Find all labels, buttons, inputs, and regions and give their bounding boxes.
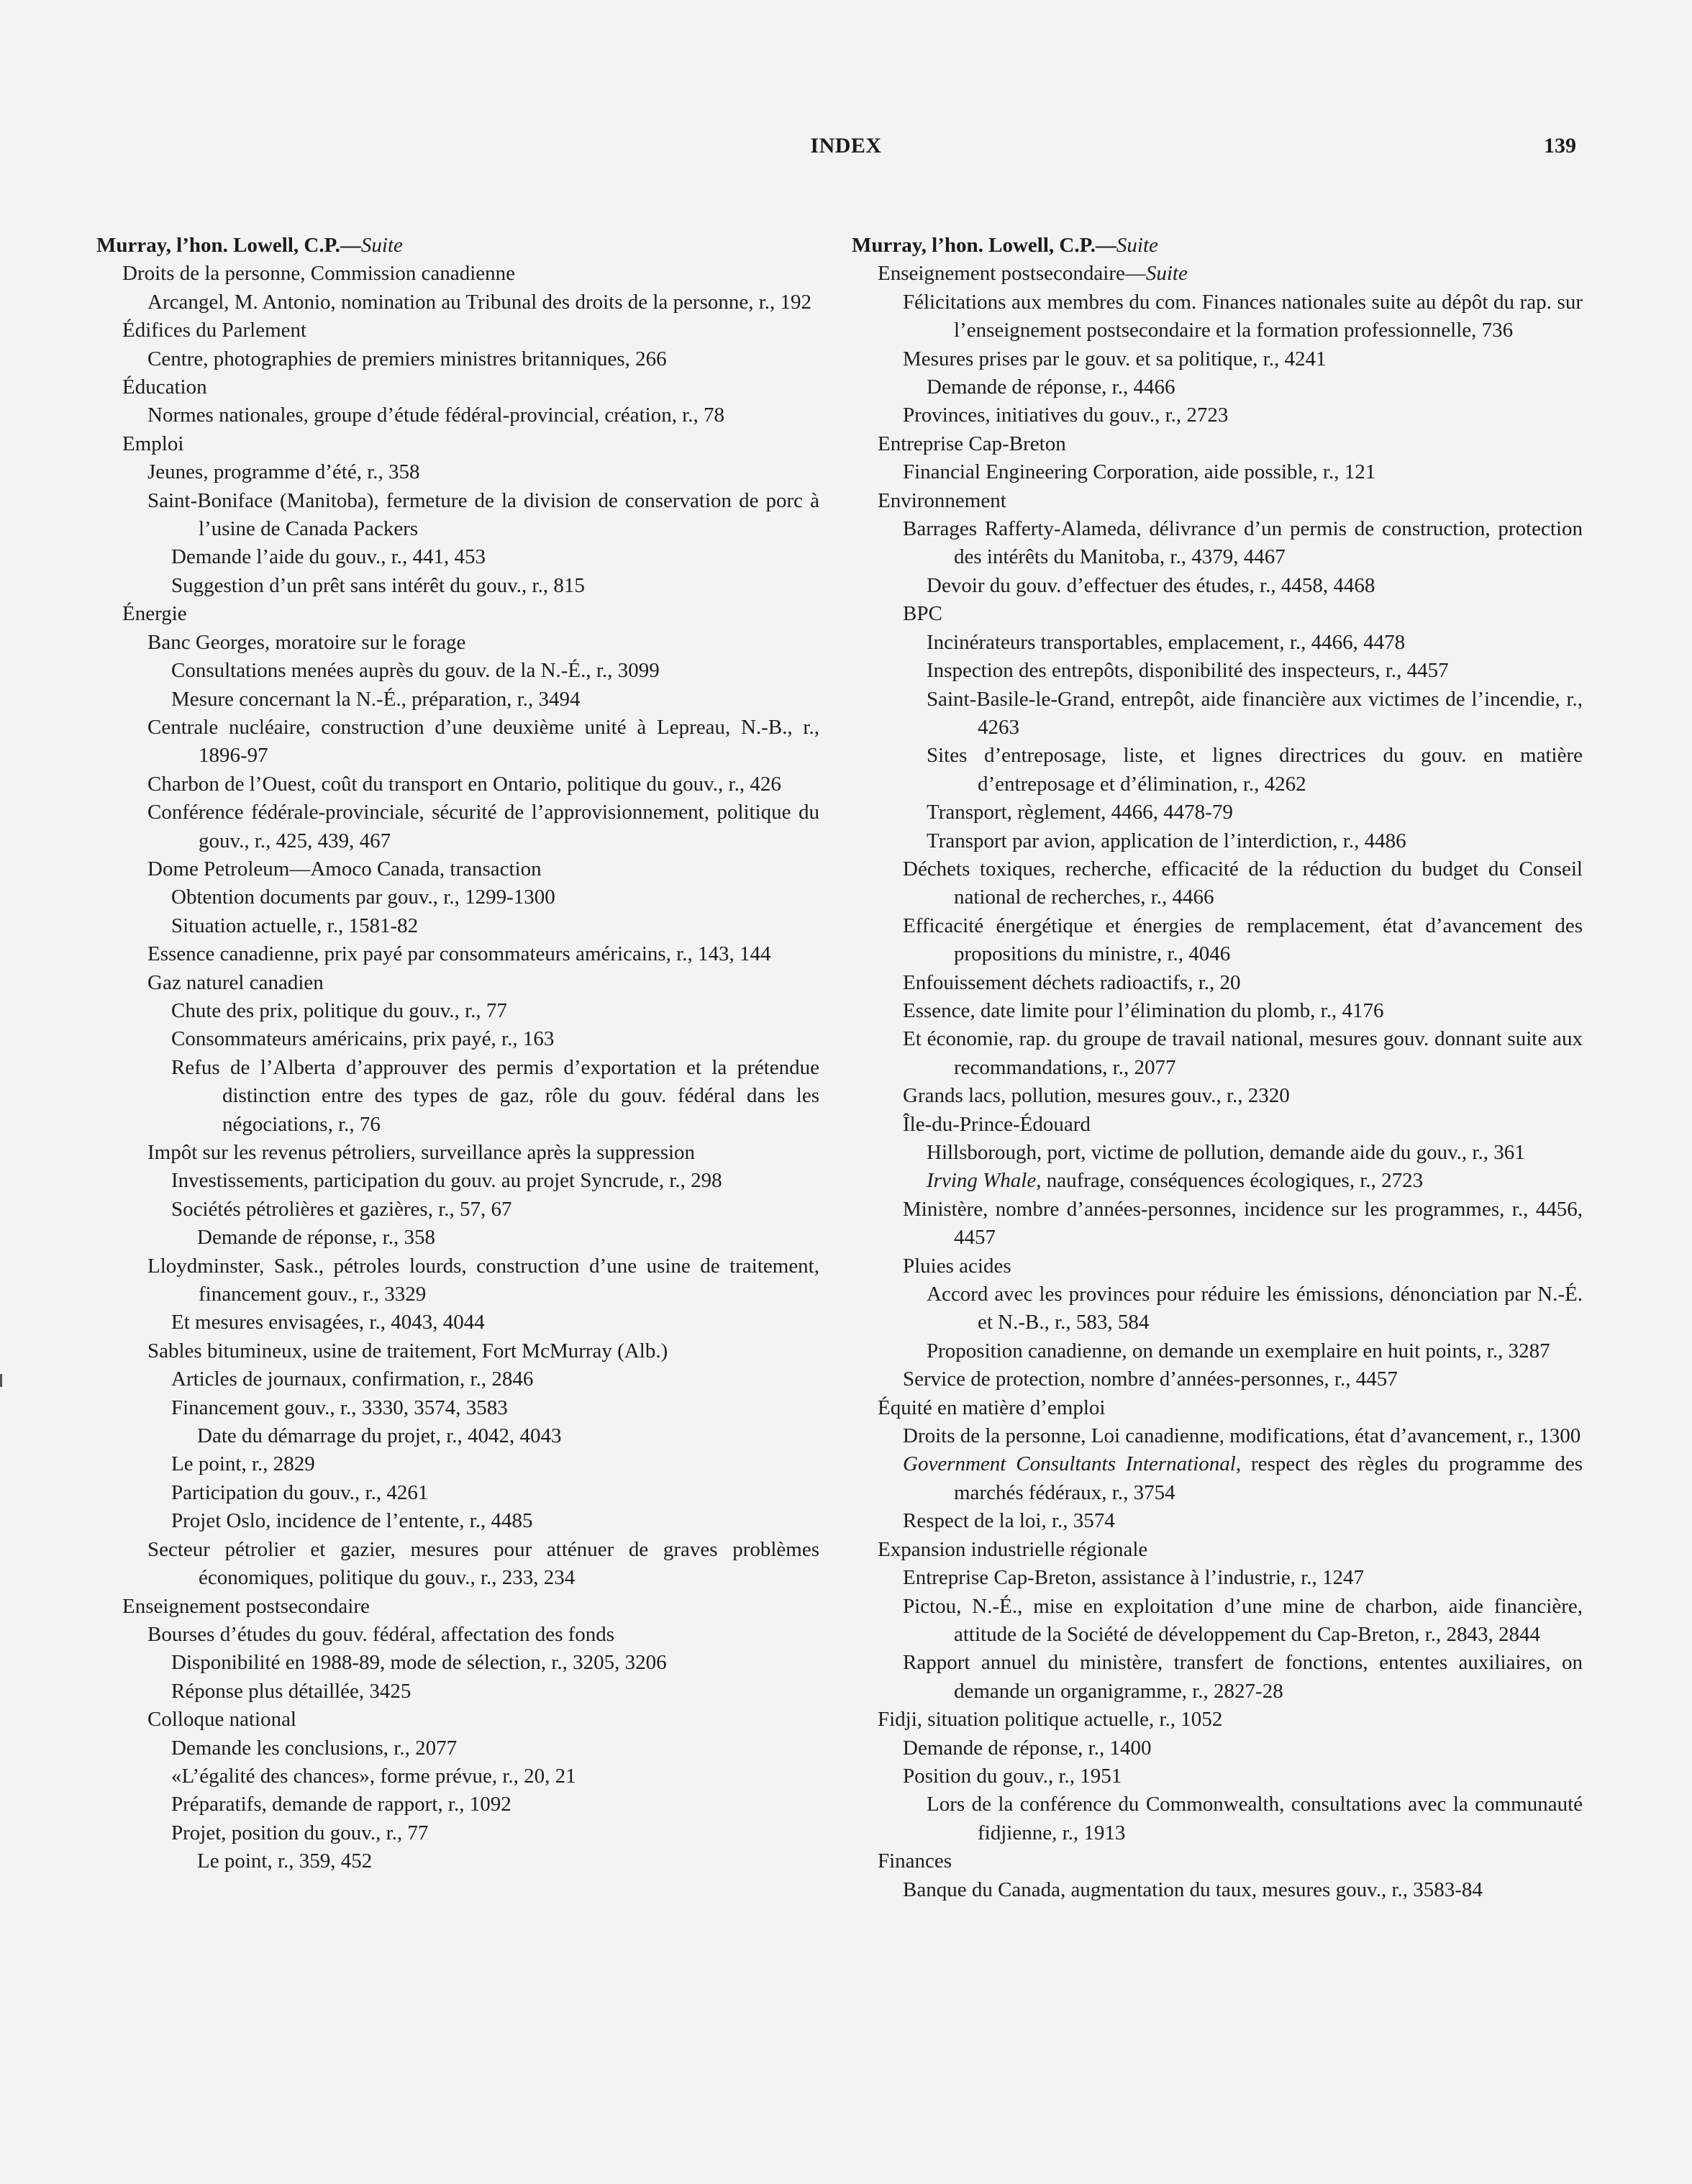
entry-text: Suggestion d’un prêt sans intérêt du gouv., r., 815: [171, 573, 585, 597]
index-entry: [852, 373, 1583, 401]
index-entry: [96, 1678, 819, 1706]
entry-text: Mesure concernant la N.-É., préparation, r., 3494: [171, 687, 581, 711]
entry-text: Inspection des entrepôts, disponibilité des inspecteurs, r., 4457: [927, 659, 1449, 683]
entry-text: Demande de réponse, r., 1400: [903, 1736, 1152, 1760]
entry-text: Secteur pétrolier et gazier, mesures pour atténuer de graves problèmes économiques, politique du gouv., r., 233, 234: [147, 1537, 819, 1590]
entry-text: Conférence fédérale-provinciale, sécurité de l’approvisionnement, politique du gouv., r., 425, 439, 467: [147, 801, 819, 852]
entry-text: Provinces, initiatives du gouv., r., 2723: [903, 404, 1229, 427]
index-entry: [852, 1337, 1583, 1365]
entry-text: Incinérateurs transportables, emplacement, r., 4466, 4478: [927, 630, 1406, 654]
index-entry: [852, 1111, 1583, 1139]
entry-text: Impôt sur les revenus pétroliers, surveillance après la suppression: [147, 1141, 696, 1164]
entry-text: Chute des prix, politique du gouv., r., 77: [171, 998, 507, 1022]
entry-text: Refus de l’Alberta d’approuver des permis d’exportation et la prétendue distinction entre des types de gaz, rôle du gouv. fédéral dans les négociations, r., 76: [171, 1055, 819, 1136]
page-header-title: INDEX: [810, 134, 882, 158]
index-entry: [852, 1706, 1583, 1734]
entry-text: Entreprise Cap-Breton, assistance à l’industrie, r., 1247: [903, 1566, 1365, 1590]
entry-text: Murray, l’hon. Lowell, C.P.—: [96, 234, 361, 257]
entry-text: Murray, l’hon. Lowell, C.P.—: [852, 234, 1116, 257]
index-entry: [96, 657, 819, 685]
index-entry: [96, 232, 819, 260]
index-entry: [96, 1649, 819, 1677]
entry-text: Efficacité énergétique et énergies de remplacement, état d’avancement des propositions du ministre, r., 4046: [903, 914, 1583, 966]
index-entry: [96, 969, 819, 997]
index-entry: [852, 1791, 1583, 1847]
entry-text: Lloydminster, Sask., pétroles lourds, construction d’une usine de traitement, financement gouv., r., 3329: [147, 1254, 819, 1306]
index-entry: [852, 827, 1583, 855]
index-entry: [852, 1507, 1583, 1535]
index-entry: [852, 487, 1583, 515]
index-entry: [852, 629, 1583, 657]
entry-text: Banc Georges, moratoire sur le forage: [147, 630, 466, 654]
entry-text: Barrages Rafferty-Alameda, délivrance d’un permis de construction, protection des intérêts du Manitoba, r., 4379, 4467: [903, 517, 1583, 569]
index-entry: [96, 600, 819, 628]
entry-text: Emploi: [122, 432, 184, 455]
index-entry: [96, 1479, 819, 1507]
index-entry: [852, 1536, 1583, 1564]
entry-text: Lors de la conférence du Commonwealth, consultations avec la communauté fidjienne, r., 1913: [927, 1793, 1583, 1844]
entry-text: Saint-Basile-le-Grand, entrepôt, aide financière aux victimes de l’incendie, r., 4263: [927, 687, 1583, 739]
entry-text: Droits de la personne, Loi canadienne, modifications, état d’avancement, r., 1300: [903, 1424, 1581, 1448]
index-entry: [96, 1025, 819, 1053]
index-entry: [96, 1422, 819, 1450]
index-entry: [96, 629, 819, 657]
entry-text: Le point, r., 359, 452: [197, 1849, 373, 1873]
entry-text: «L’égalité des chances», forme prévue, r., 20, 21: [171, 1764, 576, 1788]
entry-text: Demande les conclusions, r., 2077: [171, 1736, 458, 1760]
index-entry: [852, 1762, 1583, 1791]
entry-text: Préparatifs, demande de rapport, r., 1092: [171, 1793, 511, 1816]
entry-text: Pluies acides: [903, 1254, 1011, 1278]
entry-text: Situation actuelle, r., 1581-82: [171, 914, 419, 937]
index-entry: [852, 1280, 1583, 1337]
entry-text: Équité en matière d’emploi: [878, 1396, 1106, 1419]
index-entry: [96, 260, 819, 288]
index-entry: [96, 1791, 819, 1819]
entry-text: Enfouissement déchets radioactifs, r., 20: [903, 970, 1241, 994]
entry-text: Réponse plus détaillée, 3425: [171, 1679, 411, 1703]
index-entry: [96, 1734, 819, 1762]
entry-text: Articles de journaux, confirmation, r., 2846: [171, 1368, 534, 1391]
index-entry: [96, 1536, 819, 1593]
entry-text: Sociétés pétrolières et gazières, r., 57, 67: [171, 1197, 512, 1221]
index-entry: [852, 1734, 1583, 1762]
entry-text: Centre, photographies de premiers ministres britanniques, 266: [147, 347, 667, 370]
entry-text: Jeunes, programme d’été, r., 358: [147, 460, 420, 484]
index-entry: [96, 1762, 819, 1791]
entry-text: Enseignement postsecondaire: [122, 1594, 370, 1618]
entry-text: Demande de réponse, r., 4466: [927, 376, 1175, 399]
index-entry: [852, 1082, 1583, 1110]
entry-text: Essence canadienne, prix payé par consommateurs américains, r., 143, 144: [147, 942, 771, 966]
entry-text: Saint-Boniface (Manitoba), fermeture de la division de conservation de porc à l’usine de Canada Packers: [147, 488, 819, 541]
suite-label: Suite: [1145, 262, 1188, 286]
entry-text: Date du démarrage du projet, r., 4042, 4043: [197, 1424, 562, 1448]
entry-text: Et économie, rap. du groupe de travail national, mesures gouv. donnant suite aux recommandations, r., 2077: [903, 1027, 1583, 1079]
index-entry: [96, 543, 819, 571]
index-entry: [96, 883, 819, 911]
entry-text: Entreprise Cap-Breton: [878, 432, 1066, 455]
entry-text: BPC: [903, 602, 942, 626]
suite-label: Suite: [360, 234, 403, 257]
index-entry: [852, 1167, 1583, 1195]
index-entry: [96, 1139, 819, 1167]
entry-text: Mesures prises par le gouv. et sa politique, r., 4241: [903, 347, 1327, 370]
index-entry: [96, 1450, 819, 1478]
index-entry: [96, 487, 819, 544]
index-entry: [96, 770, 819, 798]
entry-text: Proposition canadienne, on demande un exemplaire en huit points, r., 3287: [927, 1339, 1550, 1362]
index-entry: [96, 1196, 819, 1224]
index-entry: [96, 373, 819, 401]
index-entry: [852, 742, 1583, 798]
index-entry: [852, 1876, 1583, 1904]
entry-text: Le point, r., 2829: [171, 1452, 315, 1476]
index-entry: [852, 401, 1583, 429]
entry-text: Dome Petroleum—Amoco Canada, transaction: [147, 857, 542, 881]
index-entry: [852, 430, 1583, 458]
suite-label: Suite: [1116, 234, 1158, 257]
index-entry: [852, 1593, 1583, 1650]
index-entry: [852, 1847, 1583, 1875]
index-entry: [96, 572, 819, 600]
index-entry: [852, 600, 1583, 628]
entry-text: Sables bitumineux, usine de traitement, Fort McMurray (Alb.): [147, 1339, 668, 1362]
entry-text: Fidji, situation politique actuelle, r., 1052: [878, 1708, 1223, 1732]
entry-text: Environnement: [878, 488, 1006, 512]
index-entry: [852, 232, 1583, 260]
entry-text: , naufrage, conséquences écologiques, r., 2723: [1036, 1169, 1424, 1193]
index-entry: [96, 458, 819, 486]
index-entry: [852, 969, 1583, 997]
index-entry: [852, 1450, 1583, 1507]
index-entry: [96, 1819, 819, 1847]
page-number: 139: [1544, 134, 1576, 158]
index-entry: [852, 1394, 1583, 1422]
index-entry: [852, 657, 1583, 685]
entry-text: Demande l’aide du gouv., r., 441, 453: [171, 545, 486, 569]
index-entry: [96, 1365, 819, 1393]
index-entry: [852, 1649, 1583, 1706]
entry-text: , respect des règles du programme des marchés fédéraux, r., 3754: [954, 1452, 1583, 1504]
entry-text: Consultations menées auprès du gouv. de la N.-É., r., 3099: [171, 659, 660, 683]
italic-title: Government Consultants International: [903, 1452, 1236, 1476]
right-column: [852, 232, 1583, 1904]
entry-text: Charbon de l’Ouest, coût du transport en Ontario, politique du gouv., r., 426: [147, 772, 781, 796]
entry-text: Disponibilité en 1988-89, mode de sélection, r., 3205, 3206: [171, 1651, 667, 1675]
entry-text: Financement gouv., r., 3330, 3574, 3583: [171, 1396, 508, 1419]
index-entry: [96, 912, 819, 940]
index-entry: [96, 1706, 819, 1734]
entry-text: Île-du-Prince-Édouard: [903, 1112, 1091, 1136]
index-entry: [96, 1054, 819, 1139]
index-entry: [96, 798, 819, 855]
index-entry: [96, 1507, 819, 1535]
index-entry: [852, 997, 1583, 1025]
index-entry: [96, 1593, 819, 1621]
entry-text: Ministère, nombre d’années-personnes, incidence sur les programmes, r., 4456, 4457: [903, 1197, 1583, 1250]
index-entry: [96, 1847, 819, 1875]
index-entry: [96, 345, 819, 373]
index-entry: [96, 1224, 819, 1252]
index-entry: [852, 1252, 1583, 1280]
entry-text: Normes nationales, groupe d’étude fédéral-provincial, création, r., 78: [147, 404, 725, 427]
index-entry: [852, 912, 1583, 969]
entry-text: Colloque national: [147, 1708, 296, 1732]
index-entry: [852, 1564, 1583, 1592]
index-entry: [852, 572, 1583, 600]
entry-text: Position du gouv., r., 1951: [903, 1764, 1122, 1788]
italic-title: Irving Whale: [927, 1169, 1037, 1193]
index-entry: [96, 1309, 819, 1337]
entry-text: Projet, position du gouv., r., 77: [171, 1821, 429, 1844]
index-entry: [852, 1422, 1583, 1450]
entry-text: Arcangel, M. Antonio, nomination au Tribunal des droits de la personne, r., 192: [147, 290, 812, 314]
entry-text: Pictou, N.-É., mise en exploitation d’une mine de charbon, aide financière, attitude de la Société de développement du Cap-Breton, r., 2843, 2844: [903, 1594, 1583, 1646]
entry-text: Financial Engineering Corporation, aide possible, r., 121: [903, 460, 1376, 484]
entry-text: Obtention documents par gouv., r., 1299-1300: [171, 886, 555, 909]
entry-text: Bourses d’études du gouv. fédéral, affectation des fonds: [147, 1622, 615, 1646]
index-entry: [852, 345, 1583, 373]
index-entry: [852, 1025, 1583, 1082]
index-entry: [96, 1167, 819, 1195]
entry-text: Investissements, participation du gouv. au projet Syncrude, r., 298: [171, 1169, 722, 1193]
index-entry: [96, 1337, 819, 1365]
entry-text: Service de protection, nombre d’années-personnes, r., 4457: [903, 1368, 1398, 1391]
entry-text: Essence, date limite pour l’élimination du plomb, r., 4176: [903, 998, 1384, 1022]
index-entry: [852, 1196, 1583, 1252]
index-entry: [96, 288, 819, 317]
index-entry: [96, 317, 819, 345]
index-entry: [96, 401, 819, 429]
entry-text: Et mesures envisagées, r., 4043, 4044: [171, 1311, 485, 1334]
index-entry: [852, 458, 1583, 486]
index-entry: [96, 714, 819, 770]
index-entry: [96, 997, 819, 1025]
entry-text: Hillsborough, port, victime de pollution, demande aide du gouv., r., 361: [927, 1141, 1525, 1164]
index-entry: [852, 855, 1583, 912]
index-entry: [852, 1365, 1583, 1393]
entry-text: Banque du Canada, augmentation du taux, mesures gouv., r., 3583-84: [903, 1878, 1483, 1901]
left-column: [96, 232, 819, 1876]
index-entry: [96, 1252, 819, 1309]
entry-text: Déchets toxiques, recherche, efficacité de la réduction du budget du Conseil national de recherches, r., 4466: [903, 857, 1583, 909]
entry-text: Grands lacs, pollution, mesures gouv., r., 2320: [903, 1084, 1290, 1108]
entry-text: Projet Oslo, incidence de l’entente, r., 4485: [171, 1509, 533, 1533]
index-entry: [96, 1621, 819, 1649]
entry-text: Transport, règlement, 4466, 4478-79: [927, 801, 1233, 824]
index-entry: [852, 515, 1583, 572]
entry-text: Édifices du Parlement: [122, 319, 307, 342]
entry-text: Accord avec les provinces pour réduire les émissions, dénonciation par N.-É. et N.-B., r., 583, 584: [927, 1283, 1583, 1334]
index-entry: [852, 288, 1583, 345]
index-entry: [96, 686, 819, 714]
entry-text: Enseignement postsecondaire—: [878, 262, 1146, 286]
index-entry: [96, 940, 819, 968]
entry-text: Droits de la personne, Commission canadienne: [122, 262, 516, 286]
entry-text: Sites d’entreposage, liste, et lignes directrices du gouv. en matière d’entreposage et d’élimination, r., 4262: [927, 744, 1583, 796]
entry-text: Finances: [878, 1849, 952, 1873]
index-entry: [852, 798, 1583, 827]
entry-text: Devoir du gouv. d’effectuer des études, r., 4458, 4468: [927, 573, 1375, 597]
margin-mark: [0, 1374, 2, 1387]
entry-text: Expansion industrielle régionale: [878, 1537, 1148, 1561]
entry-text: Félicitations aux membres du com. Finances nationales suite au dépôt du rap. sur l’enseignement postsecondaire et la formation professionnelle, 736: [903, 290, 1583, 342]
entry-text: Respect de la loi, r., 3574: [903, 1509, 1115, 1533]
entry-text: Gaz naturel canadien: [147, 970, 324, 994]
index-entry: [852, 686, 1583, 742]
index-entry: [852, 1139, 1583, 1167]
index-entry: [96, 1394, 819, 1422]
index-entry: [96, 430, 819, 458]
entry-text: Consommateurs américains, prix payé, r., 163: [171, 1027, 555, 1051]
entry-text: Participation du gouv., r., 4261: [171, 1480, 429, 1504]
entry-text: Rapport annuel du ministère, transfert de fonctions, ententes auxiliaires, on demande un organigramme, r., 2827-28: [903, 1651, 1583, 1703]
index-entry: [852, 260, 1583, 288]
entry-text: Transport par avion, application de l’interdiction, r., 4486: [927, 829, 1406, 852]
index-entry: [96, 855, 819, 883]
entry-text: Centrale nucléaire, construction d’une deuxième unité à Lepreau, N.-B., r., 1896-97: [147, 715, 819, 768]
entry-text: Éducation: [122, 376, 207, 399]
entry-text: Énergie: [122, 602, 187, 626]
entry-text: Demande de réponse, r., 358: [197, 1226, 435, 1250]
